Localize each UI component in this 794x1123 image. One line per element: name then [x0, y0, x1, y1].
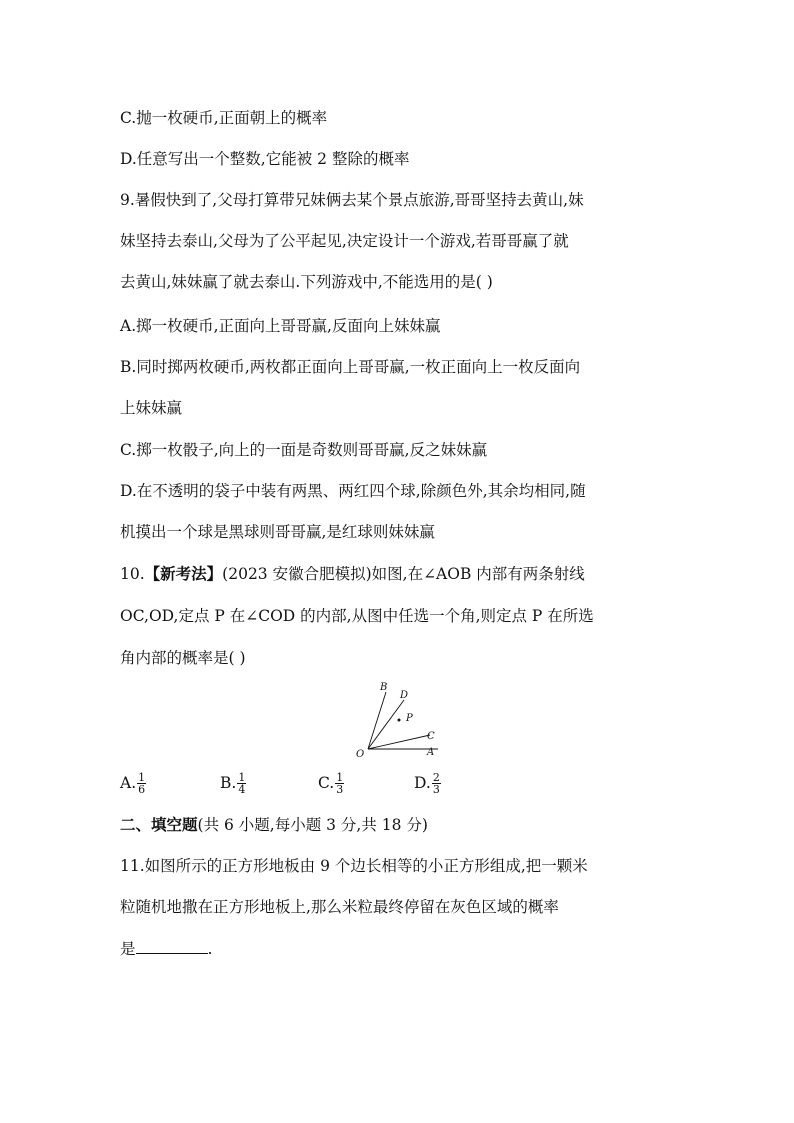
- angle-figure: [350, 675, 450, 763]
- section-scoring: (共 6 小题,每小题 3 分,共 18 分): [197, 816, 428, 834]
- option-line-d-q8: D.任意写出一个整数,它能被 2 整除的概率: [120, 150, 410, 168]
- answer-suffix: .: [207, 940, 213, 958]
- label-a: A: [427, 747, 435, 758]
- label-b: B: [380, 682, 388, 693]
- label-d: D: [400, 690, 409, 701]
- answer-prefix: 是: [120, 940, 136, 958]
- fraction: [237, 772, 246, 795]
- fraction: [335, 772, 344, 795]
- question-9-option-b-line-2: 上妹妹赢: [120, 399, 183, 417]
- option-line-c-q8: C.抛一枚硬币,正面朝上的概率: [120, 109, 328, 127]
- question-number: 10.: [120, 565, 145, 583]
- option-letter: A.: [120, 774, 137, 792]
- label-p: P: [406, 713, 413, 724]
- question-9-option-b-line-1: B.同时掷两枚硬币,两枚都正面向上哥哥赢,一枚正面向上一枚反面向: [120, 358, 581, 376]
- denominator: 4: [238, 782, 246, 796]
- option-letter: D.: [414, 774, 431, 792]
- option-letter: B.: [220, 774, 237, 792]
- numerator: 1: [238, 770, 246, 784]
- denominator: 6: [138, 782, 146, 796]
- question-9-option-a: A.掷一枚硬币,正面向上哥哥赢,反面向上妹妹赢: [120, 317, 441, 335]
- question-11-line-3: [120, 939, 212, 959]
- question-9-line-2: 妹坚持去泰山,父母为了公平起见,决定设计一个游戏,若哥哥赢了就: [120, 232, 569, 250]
- question-10-line-1: [120, 564, 585, 584]
- label-c: C: [427, 731, 435, 742]
- ray-ob: [368, 692, 386, 749]
- question-10-line-3: 角内部的概率是( ): [120, 649, 246, 667]
- question-11-line-1: 11.如图所示的正方形地板由 9 个边长相等的小正方形组成,把一颗米: [120, 857, 588, 875]
- denominator: 3: [432, 782, 440, 796]
- numerator: 1: [336, 770, 344, 784]
- question-9-line-1: 9.暑假快到了,父母打算带兄妹俩去某个景点旅游,哥哥坚持去黄山,妹: [120, 191, 584, 209]
- option-letter: C.: [318, 774, 335, 792]
- option-d[interactable]: [414, 768, 441, 798]
- question-9-option-d-line-2: 机摸出一个球是黑球则哥哥赢,是红球则妹妹赢: [120, 523, 435, 541]
- fraction: [137, 772, 146, 795]
- question-10-text: (2023 安徽合肥模拟)如图,在∠AOB 内部有两条射线: [222, 565, 585, 583]
- section-title: 二、填空题: [120, 815, 198, 834]
- answer-blank[interactable]: [136, 939, 208, 954]
- question-11-line-2: 粒随机地撒在正方形地板上,那么米粒最终停留在灰色区域的概率: [120, 898, 559, 916]
- option-b[interactable]: [220, 768, 246, 798]
- option-a[interactable]: [120, 768, 146, 798]
- question-10-line-2: OC,OD,定点 P 在∠COD 的内部,从图中任选一个角,则定点 P 在所选: [120, 607, 594, 625]
- question-9-line-3: 去黄山,妹妹赢了就去泰山.下列游戏中,不能选用的是( ): [120, 273, 493, 291]
- new-method-tag: 【新考法】: [144, 564, 223, 583]
- question-9-option-d-line-1: D.在不透明的袋子中装有两黑、两红四个球,除颜色外,其余均相同,随: [120, 482, 586, 500]
- numerator: 2: [432, 770, 440, 784]
- answer-options: [120, 768, 460, 798]
- question-9-option-c: C.掷一枚骰子,向上的一面是奇数则哥哥赢,反之妹妹赢: [120, 441, 488, 459]
- fraction: [432, 772, 441, 795]
- denominator: 3: [336, 782, 344, 796]
- option-c[interactable]: [318, 768, 344, 798]
- label-o: O: [356, 749, 365, 760]
- section-heading: [120, 815, 428, 835]
- numerator: 1: [138, 770, 146, 784]
- point-p: [398, 719, 401, 722]
